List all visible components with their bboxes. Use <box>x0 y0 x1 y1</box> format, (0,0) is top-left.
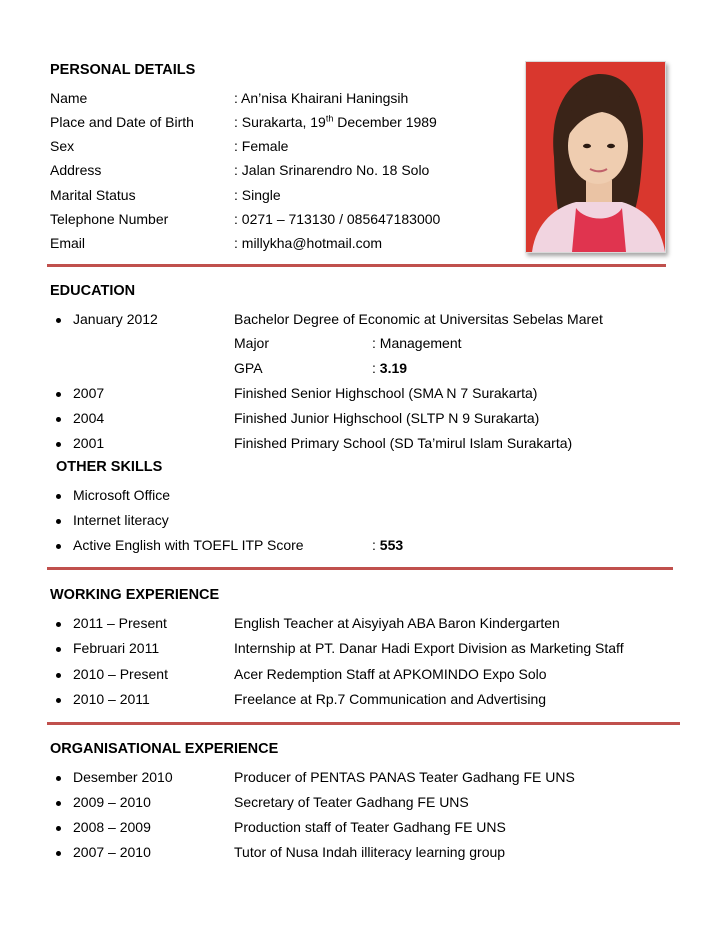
education-desc: Finished Junior Highschool (SLTP N 9 Surakarta) <box>234 410 540 426</box>
gpa-label: GPA <box>234 360 263 376</box>
profile-photo-image <box>526 62 665 252</box>
education-desc: Finished Primary School (SD Ta’mirul Islam Surakarta) <box>234 435 573 451</box>
marital-status-value: : Single <box>234 187 281 203</box>
skill-item: Microsoft Office <box>73 487 170 503</box>
skill-item: Internet literacy <box>73 512 169 528</box>
work-date: Februari 2011 <box>73 640 160 656</box>
sex-value: : Female <box>234 138 289 154</box>
org-date: 2008 – 2009 <box>73 819 151 835</box>
education-date: January 2012 <box>73 311 158 327</box>
birth-value: : Surakarta, 19th December 1989 <box>234 113 437 130</box>
section-divider <box>47 567 673 570</box>
gpa-value: : 3.19 <box>372 360 408 376</box>
organisational-experience-heading: ORGANISATIONAL EXPERIENCE <box>50 741 279 757</box>
address-label: Address <box>50 162 102 178</box>
birth-label: Place and Date of Birth <box>50 114 194 130</box>
toefl-score: : 553 <box>372 537 404 553</box>
profile-photo <box>525 61 666 253</box>
major-label: Major <box>234 335 270 351</box>
sex-label: Sex <box>50 138 75 154</box>
org-desc: Producer of PENTAS PANAS Teater Gadhang FE UNS <box>234 769 575 785</box>
section-divider <box>47 264 666 267</box>
address-value: : Jalan Srinarendro No. 18 Solo <box>234 162 430 178</box>
name-value: : An’nisa Khairani Haningsih <box>234 90 409 106</box>
telephone-label: Telephone Number <box>50 211 169 227</box>
education-date: 2007 <box>73 385 105 401</box>
org-date: 2007 – 2010 <box>73 844 151 860</box>
skill-item: Active English with TOEFL ITP Score <box>73 537 304 553</box>
work-date: 2010 – 2011 <box>73 691 150 707</box>
education-desc: Bachelor Degree of Economic at Universitas Sebelas Maret <box>234 311 603 327</box>
name-label: Name <box>50 90 88 106</box>
work-desc: Internship at PT. Danar Hadi Export Division as Marketing Staff <box>234 640 624 656</box>
email-label: Email <box>50 235 86 251</box>
personal-details-heading: PERSONAL DETAILS <box>50 62 196 78</box>
education-heading: EDUCATION <box>50 283 136 299</box>
marital-status-label: Marital Status <box>50 187 136 203</box>
work-date: 2011 – Present <box>73 615 167 631</box>
work-date: 2010 – Present <box>73 666 168 682</box>
org-desc: Tutor of Nusa Indah illiteracy learning group <box>234 844 506 860</box>
working-experience-heading: WORKING EXPERIENCE <box>50 587 220 603</box>
org-date: 2009 – 2010 <box>73 794 151 810</box>
section-divider <box>47 722 680 725</box>
work-desc: Freelance at Rp.7 Communication and Advertising <box>234 691 547 707</box>
org-date: Desember 2010 <box>73 769 173 785</box>
telephone-value: : 0271 – 713130 / 085647183000 <box>234 211 441 227</box>
org-desc: Production staff of Teater Gadhang FE UNS <box>234 819 506 835</box>
education-date: 2001 <box>73 435 105 451</box>
org-desc: Secretary of Teater Gadhang FE UNS <box>234 794 469 810</box>
work-desc: English Teacher at Aisyiyah ABA Baron Kindergarten <box>234 615 560 631</box>
email-value: : millykha@hotmail.com <box>234 235 383 251</box>
other-skills-heading: OTHER SKILLS <box>56 459 163 475</box>
education-desc: Finished Senior Highschool (SMA N 7 Surakarta) <box>234 385 538 401</box>
education-date: 2004 <box>73 410 105 426</box>
major-value: : Management <box>372 335 462 351</box>
work-desc: Acer Redemption Staff at APKOMINDO Expo Solo <box>234 666 547 682</box>
